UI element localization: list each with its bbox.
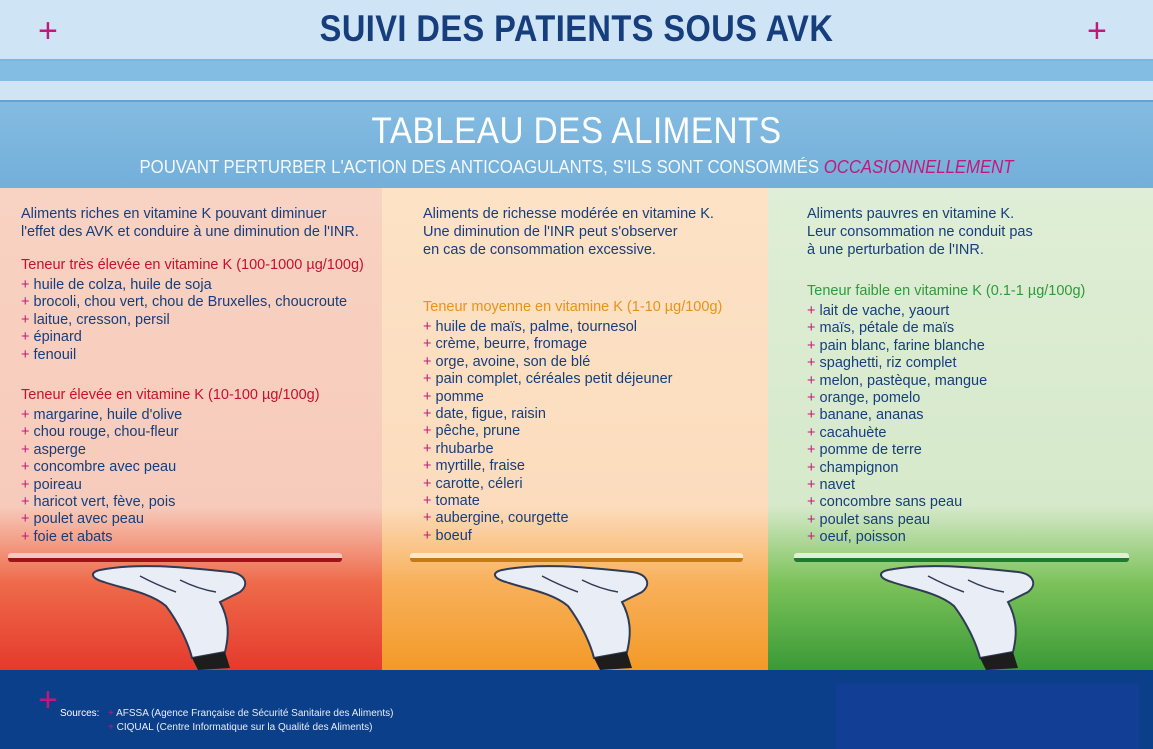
- gloved-hand-icon: [482, 562, 682, 670]
- food-item: + aubergine, courgette: [423, 510, 763, 527]
- food-item: + huile de colza, huile de soja: [21, 277, 376, 294]
- food-list: [423, 319, 763, 545]
- subtitle-emphasis: OCCASIONNELLEMENT: [823, 157, 1014, 177]
- food-item: + poireau: [21, 477, 376, 494]
- food-item: + poulet avec peau: [21, 511, 376, 528]
- food-item: + melon, pastèque, mangue: [807, 373, 1147, 390]
- food-item: + asperge: [21, 442, 376, 459]
- tray: [794, 553, 1129, 562]
- category-heading: Teneur élevée en vitamine K (10-100 µg/100g): [21, 387, 320, 403]
- food-item: + poulet sans peau: [807, 512, 1147, 529]
- food-item: + concombre avec peau: [21, 459, 376, 476]
- food-item: + brocoli, chou vert, chou de Bruxelles, choucroute: [21, 294, 376, 311]
- food-item: + crème, beurre, fromage: [423, 336, 763, 353]
- column-intro: Aliments de richesse modérée en vitamine K. Une diminution de l'INR peut s'observer en cas de consommation excessive.: [423, 206, 714, 258]
- column-intro: Aliments riches en vitamine K pouvant diminuer l'effet des AVK et conduire à une diminution de l'INR.: [21, 206, 359, 240]
- food-item: + cacahuète: [807, 425, 1147, 442]
- sources-label: Sources:: [60, 708, 100, 719]
- food-item: + margarine, huile d'olive: [21, 407, 376, 424]
- banner-subtitle: POUVANT PERTURBER L'ACTION DES ANTICOAGULANTS, S'ILS SONT CONSOMMÉS OCCASIONNELLEMENT: [139, 157, 1014, 177]
- food-item: + carotte, céleri: [423, 476, 763, 493]
- footer-panel: [836, 684, 1139, 749]
- page-title: SUIVI DES PATIENTS SOUS AVK: [319, 8, 834, 49]
- food-item: + foie et abats: [21, 529, 376, 546]
- food-item: + banane, ananas: [807, 407, 1147, 424]
- food-item: + haricot vert, fève, pois: [21, 494, 376, 511]
- food-item: + huile de maïs, palme, tournesol: [423, 319, 763, 336]
- food-item: + pain blanc, farine blanche: [807, 338, 1147, 355]
- food-item: + chou rouge, chou-fleur: [21, 424, 376, 441]
- food-item: + orge, avoine, son de blé: [423, 354, 763, 371]
- tray: [410, 553, 743, 562]
- source-item: + CIQUAL (Centre Informatique sur la Qualité des Aliments): [108, 722, 373, 733]
- plus-icon: +: [1087, 12, 1107, 50]
- food-item: + lait de vache, yaourt: [807, 303, 1147, 320]
- category-heading: Teneur très élevée en vitamine K (100-1000 µg/100g): [21, 257, 364, 273]
- food-item: + fenouil: [21, 347, 376, 364]
- gloved-hand-icon: [80, 562, 280, 670]
- food-list: [21, 407, 376, 546]
- plus-icon: +: [38, 12, 58, 50]
- decorative-stripe: [0, 61, 1153, 81]
- food-item: + myrtille, fraise: [423, 458, 763, 475]
- plus-icon: +: [38, 681, 58, 719]
- food-item: + navet: [807, 477, 1147, 494]
- gloved-hand-icon: [868, 562, 1068, 670]
- food-item: + spaghetti, riz complet: [807, 355, 1147, 372]
- food-item: + champignon: [807, 460, 1147, 477]
- food-item: + orange, pomelo: [807, 390, 1147, 407]
- food-item: + tomate: [423, 493, 763, 510]
- food-item: + concombre sans peau: [807, 494, 1147, 511]
- category-heading: Teneur faible en vitamine K (0.1-1 µg/100g): [807, 283, 1086, 299]
- food-item: + épinard: [21, 329, 376, 346]
- food-list: [21, 277, 376, 364]
- food-list: [807, 303, 1147, 547]
- food-item: + pêche, prune: [423, 423, 763, 440]
- food-item: + boeuf: [423, 528, 763, 545]
- source-item: + AFSSA (Agence Française de Sécurité Sanitaire des Aliments): [108, 708, 394, 719]
- food-item: + maïs, pétale de maïs: [807, 320, 1147, 337]
- food-item: + date, figue, raisin: [423, 406, 763, 423]
- food-item: + laitue, cresson, persil: [21, 312, 376, 329]
- food-item: + pomme de terre: [807, 442, 1147, 459]
- banner-title: TABLEAU DES ALIMENTS: [371, 110, 782, 151]
- tray: [8, 553, 342, 562]
- column-intro: Aliments pauvres en vitamine K. Leur consommation ne conduit pas à une perturbation de l'INR.: [807, 206, 1033, 258]
- food-item: + oeuf, poisson: [807, 529, 1147, 546]
- decorative-stripe: [0, 81, 1153, 100]
- food-item: + rhubarbe: [423, 441, 763, 458]
- food-item: + pomme: [423, 389, 763, 406]
- food-item: + pain complet, céréales petit déjeuner: [423, 371, 763, 388]
- category-heading: Teneur moyenne en vitamine K (1-10 µg/100g): [423, 299, 723, 315]
